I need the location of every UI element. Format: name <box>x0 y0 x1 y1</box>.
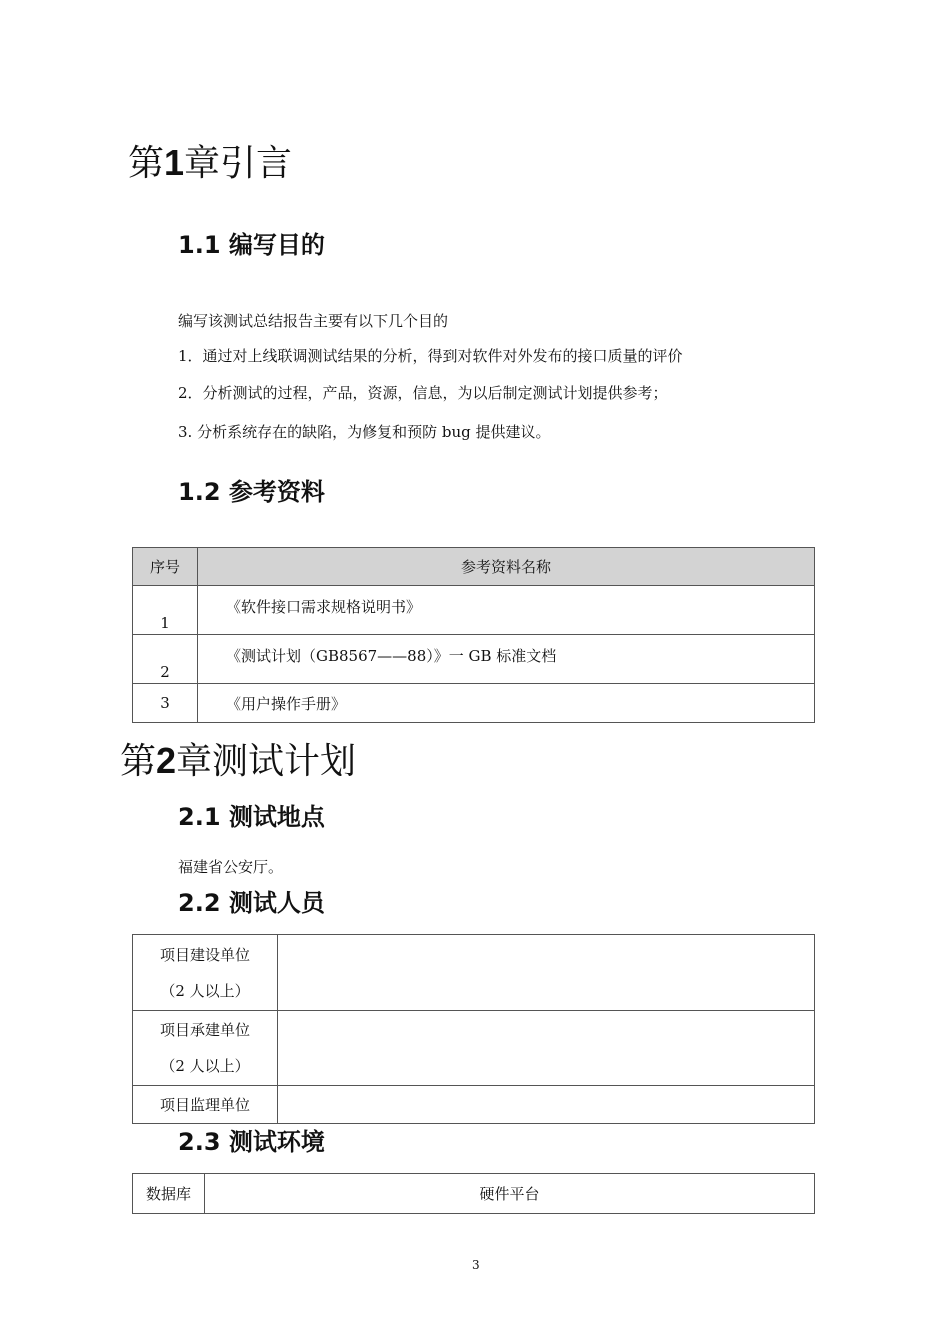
chapter-1-number: 1 <box>164 142 185 183</box>
unit-label <box>133 1011 278 1086</box>
table-row <box>133 586 815 635</box>
unit-name: 项目承建单位 <box>159 1021 250 1039</box>
row-name: 《测试计划（GB8567——88）》一 GB 标准文档 <box>198 635 815 684</box>
section-2-1-text: 福建省公安厅。 <box>178 858 284 876</box>
section-1-1-heading: 1.1 编写目的 <box>178 231 325 259</box>
header-index: 序号 <box>133 548 198 586</box>
reference-table-header <box>133 548 815 586</box>
unit-members[interactable] <box>278 1086 815 1124</box>
row-name: 《用户操作手册》 <box>198 684 815 723</box>
unit-members[interactable] <box>278 1011 815 1086</box>
unit-label <box>133 935 278 1011</box>
section-2-3-heading: 2.3 测试环境 <box>178 1128 325 1156</box>
table-row <box>133 1174 815 1214</box>
row-index: 1 <box>133 586 198 635</box>
chapter-2-prefix: 第 <box>120 741 157 782</box>
section-1-1-item-2: 2．分析测试的过程，产品，资源，信息，为以后制定测试计划提供参考； <box>178 384 668 402</box>
table-row <box>133 1011 815 1086</box>
chapter-2-title: 章测试计划 <box>176 741 357 782</box>
chapter-1-heading <box>128 143 292 184</box>
chapter-2-heading <box>120 741 356 782</box>
table-row <box>133 1086 815 1124</box>
row-name: 《软件接口需求规格说明书》 <box>198 586 815 635</box>
section-2-2-heading: 2.2 测试人员 <box>178 889 325 917</box>
section-1-1-intro: 编写该测试总结报告主要有以下几个目的 <box>178 312 449 330</box>
table-row <box>133 635 815 684</box>
reference-table <box>132 547 815 723</box>
header-hardware: 硬件平台 <box>205 1174 815 1214</box>
section-1-1-item-3: 3. 分析系统存在的缺陷，为修复和预防 bug 提供建议。 <box>178 423 551 441</box>
personnel-table <box>132 934 815 1124</box>
table-row <box>133 935 815 1011</box>
unit-members[interactable] <box>278 935 815 1011</box>
environment-table <box>132 1173 815 1214</box>
header-name: 参考资料名称 <box>198 548 815 586</box>
table-row <box>133 684 815 723</box>
chapter-1-prefix: 第 <box>128 143 165 184</box>
section-2-1-heading: 2.1 测试地点 <box>178 803 325 831</box>
section-1-1-item-1: 1．通过对上线联调测试结果的分析，得到对软件对外发布的接口质量的评价 <box>178 347 683 365</box>
header-database: 数据库 <box>133 1174 205 1214</box>
page-number: 3 <box>472 1258 480 1272</box>
unit-count: （2 人以上） <box>160 981 250 1000</box>
section-1-2-heading: 1.2 参考资料 <box>178 478 325 506</box>
unit-count: （2 人以上） <box>160 1057 250 1075</box>
row-index: 3 <box>133 684 198 723</box>
unit-name: 项目建设单位 <box>159 945 250 964</box>
unit-name: 项目监理单位 <box>159 1095 250 1114</box>
chapter-1-title: 章引言 <box>184 143 293 184</box>
row-index: 2 <box>133 635 198 684</box>
unit-label <box>133 1086 278 1124</box>
chapter-2-number: 2 <box>156 740 177 781</box>
